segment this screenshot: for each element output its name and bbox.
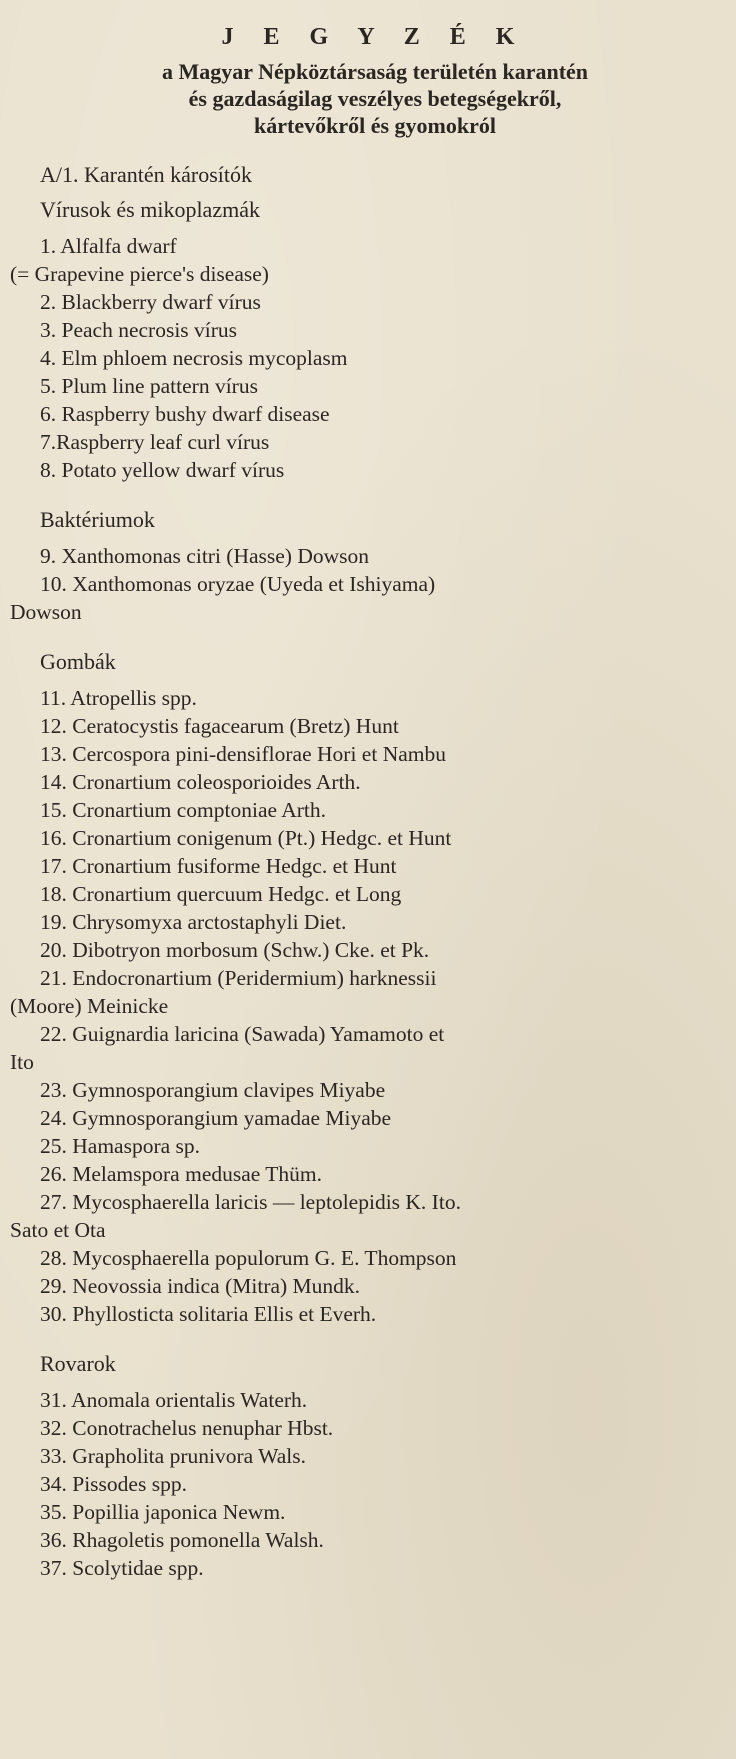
section-heading: A/1. Karantén károsítók xyxy=(40,162,252,187)
list-insects xyxy=(0,1386,736,1582)
list-item: 37. Scolytidae spp. xyxy=(40,1556,204,1580)
list-item: 13. Cercospora pini-densiflorae Hori et Nambu xyxy=(40,742,446,766)
group-heading-fungi: Gombák xyxy=(40,649,116,674)
list-item-continuation: Dowson xyxy=(10,600,82,624)
list-item: 16. Cronartium conigenum (Pt.) Hedgc. et Hunt xyxy=(40,826,452,850)
list-item: 12. Ceratocystis fagacearum (Bretz) Hunt xyxy=(40,714,399,738)
list-item: 5. Plum line pattern vírus xyxy=(40,374,258,398)
list-item: 27. Mycosphaerella laricis — leptolepidis K. Ito. xyxy=(40,1190,461,1214)
list-item: 8. Potato yellow dwarf vírus xyxy=(40,458,285,482)
list-bacteria xyxy=(0,542,736,626)
list-fungi xyxy=(0,684,736,1328)
list-item: 31. Anomala orientalis Waterh. xyxy=(40,1388,308,1412)
list-item: 4. Elm phloem necrosis mycoplasm xyxy=(40,346,348,370)
list-item: 19. Chrysomyxa arctostaphyli Diet. xyxy=(40,910,347,934)
list-item: 6. Raspberry bushy dwarf disease xyxy=(40,402,330,426)
list-item: 2. Blackberry dwarf vírus xyxy=(40,290,261,314)
group-heading-bacteria: Baktériumok xyxy=(40,507,155,532)
list-item: 30. Phyllosticta solitaria Ellis et Everh. xyxy=(40,1302,377,1326)
list-item: 36. Rhagoletis pomonella Walsh. xyxy=(40,1528,324,1552)
page-title: J E G Y Z É K xyxy=(221,24,527,50)
subtitle-line-1: a Magyar Népköztársaság területén karantén xyxy=(161,59,589,84)
list-item: 17. Cronartium fusiforme Hedgc. et Hunt xyxy=(40,854,397,878)
list-item: 25. Hamaspora sp. xyxy=(40,1134,201,1158)
list-item: 33. Grapholita prunivora Wals. xyxy=(40,1444,306,1468)
list-item: 23. Gymnosporangium clavipes Miyabe xyxy=(40,1078,386,1102)
list-item: 18. Cronartium quercuum Hedgc. et Long xyxy=(40,882,402,906)
list-item: 9. Xanthomonas citri (Hasse) Dowson xyxy=(40,544,370,568)
list-item: 14. Cronartium coleosporioides Arth. xyxy=(40,770,361,794)
list-item: 26. Melamspora medusae Thüm. xyxy=(40,1162,323,1186)
list-item: 34. Pissodes spp. xyxy=(40,1472,187,1496)
list-item: 3. Peach necrosis vírus xyxy=(40,318,238,342)
list-item: 11. Atropellis spp. xyxy=(40,686,197,710)
list-item: 10. Xanthomonas oryzae (Uyeda et Ishiyama) xyxy=(40,572,436,596)
list-item: 28. Mycosphaerella populorum G. E. Thompson xyxy=(40,1246,457,1270)
list-item: 20. Dibotryon morbosum (Schw.) Cke. et Pk. xyxy=(40,938,430,962)
list-item: 24. Gymnosporangium yamadae Miyabe xyxy=(40,1106,392,1130)
list-item-continuation: Ito xyxy=(10,1050,34,1074)
subtitle-line-2: és gazdaságilag veszélyes betegségekről, xyxy=(188,86,562,111)
list-viruses xyxy=(0,232,736,484)
list-item: 32. Conotrachelus nenuphar Hbst. xyxy=(40,1416,334,1440)
group-heading-viruses: Vírusok és mikoplazmák xyxy=(40,197,260,222)
list-item: 15. Cronartium comptoniae Arth. xyxy=(40,798,327,822)
list-item: (= Grapevine pierce's disease) xyxy=(10,262,269,286)
list-item: 22. Guignardia laricina (Sawada) Yamamoto et xyxy=(40,1022,445,1046)
list-item: 7.Raspberry leaf curl vírus xyxy=(40,430,270,454)
list-item: 29. Neovossia indica (Mitra) Mundk. xyxy=(40,1274,361,1298)
subtitle-line-3: kártevőkről és gyomokról xyxy=(254,113,496,138)
list-item-continuation: (Moore) Meinicke xyxy=(10,994,169,1018)
list-item: 21. Endocronartium (Peridermium) harknessii xyxy=(40,966,437,990)
list-item: 35. Popillia japonica Newm. xyxy=(40,1500,286,1524)
group-heading-insects: Rovarok xyxy=(40,1351,116,1376)
list-item-continuation: Sato et Ota xyxy=(10,1218,106,1242)
list-item: 1. Alfalfa dwarf xyxy=(40,234,177,258)
